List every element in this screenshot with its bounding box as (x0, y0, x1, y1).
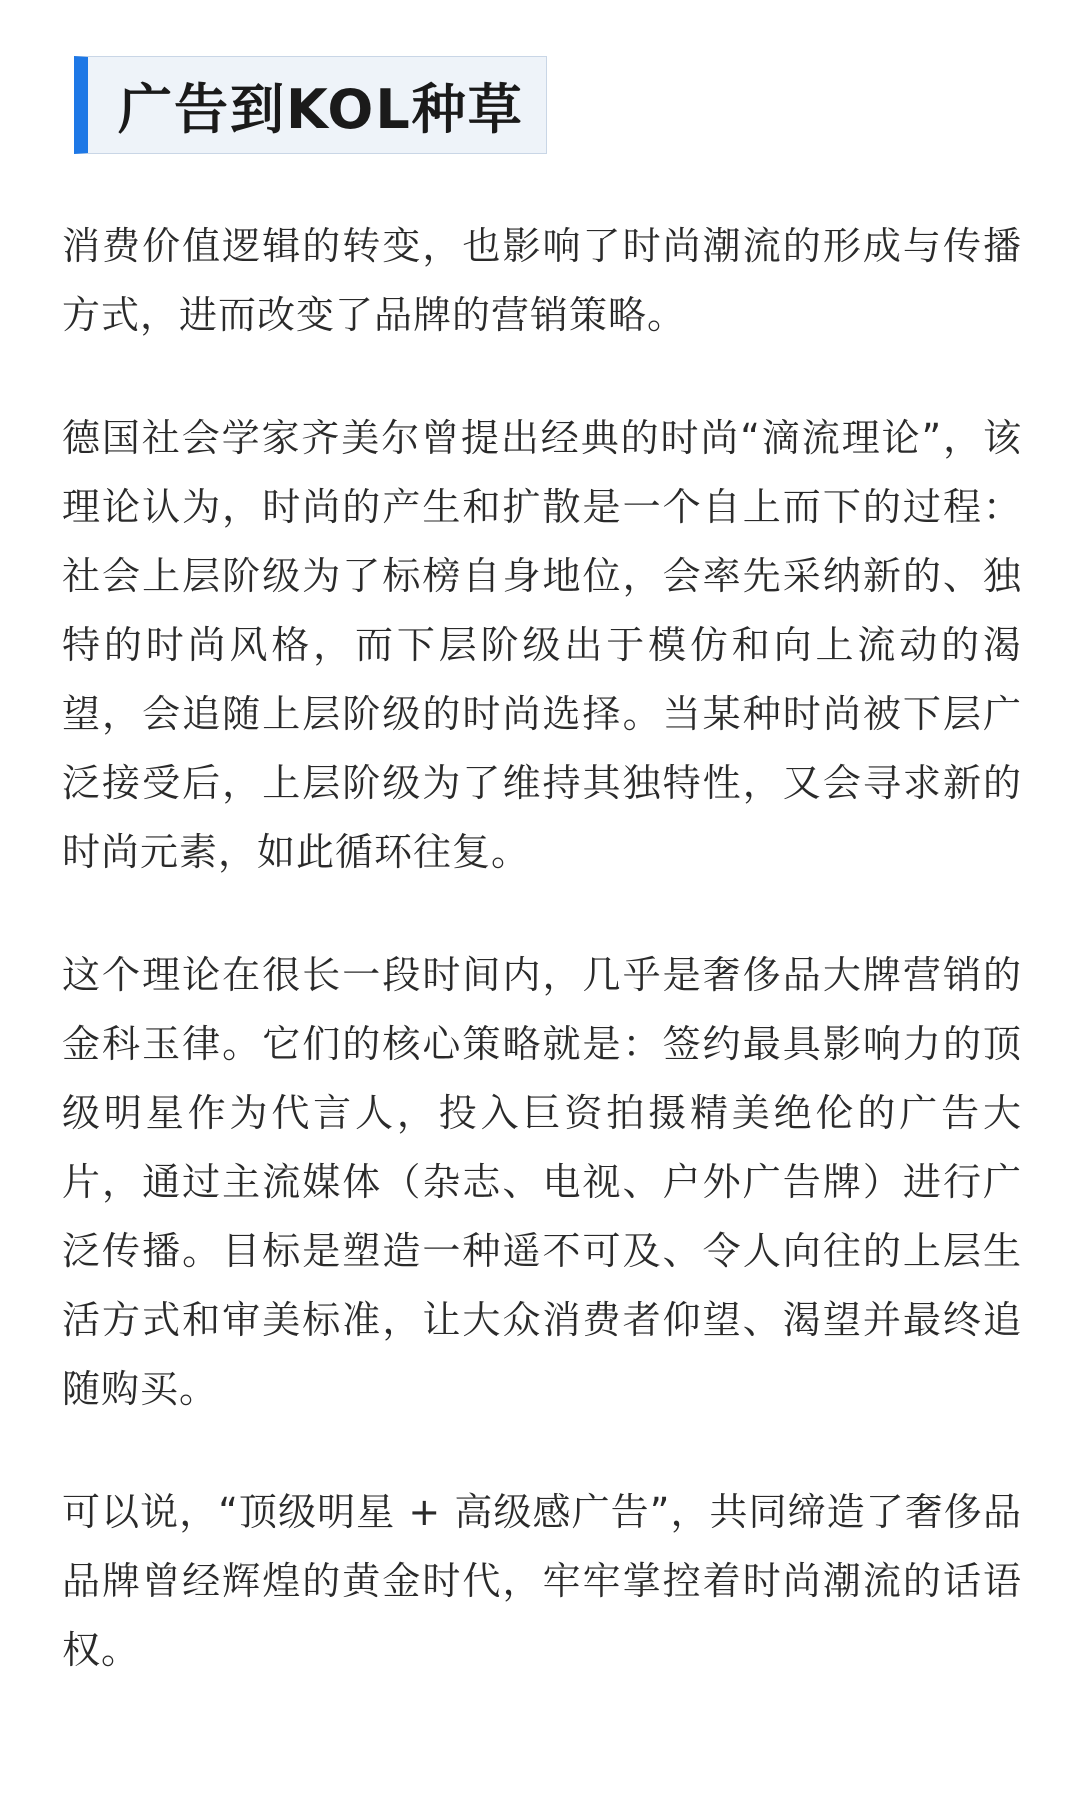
paragraph-3: 这个理论在很长一段时间内，几乎是奢侈品大牌营销的金科玉律。它们的核心策略就是：签约最具影响力的顶级明星作为代言人，投入巨资拍摄精美绝伦的广告大片，通过主流媒体（杂志、电视、户外广告牌）进行广泛传播。目标是塑造一种遥不可及、令人向往的上层生活方式和审美标准，让大众消费者仰望、渴望并最终追随购买。 (62, 953, 1022, 1411)
paragraph-2: 德国社会学家齐美尔曾提出经典的时尚“滴流理论”，该理论认为，时尚的产生和扩散是一个自上而下的过程：社会上层阶级为了标榜自身地位，会率先采纳新的、独特的时尚风格，而下层阶级出于模仿和向上流动的渴望，会追随上层阶级的时尚选择。当某种时尚被下层广泛接受后，上层阶级为了维持其独特性，又会寻求新的时尚元素，如此循环往复。 (62, 416, 1022, 874)
paragraph-1: 消费价值逻辑的转变，也影响了时尚潮流的形成与传播方式，进而改变了品牌的营销策略。 (62, 224, 1022, 337)
paragraph-4: 可以说，“顶级明星 + 高级感广告”，共同缔造了奢侈品品牌曾经辉煌的黄金时代，牢牢掌控着时尚潮流的话语权。 (62, 1490, 1022, 1672)
section-heading-box (74, 56, 547, 154)
section-heading: 广告到KOL种草 (118, 77, 524, 141)
article-body (62, 212, 1022, 1739)
